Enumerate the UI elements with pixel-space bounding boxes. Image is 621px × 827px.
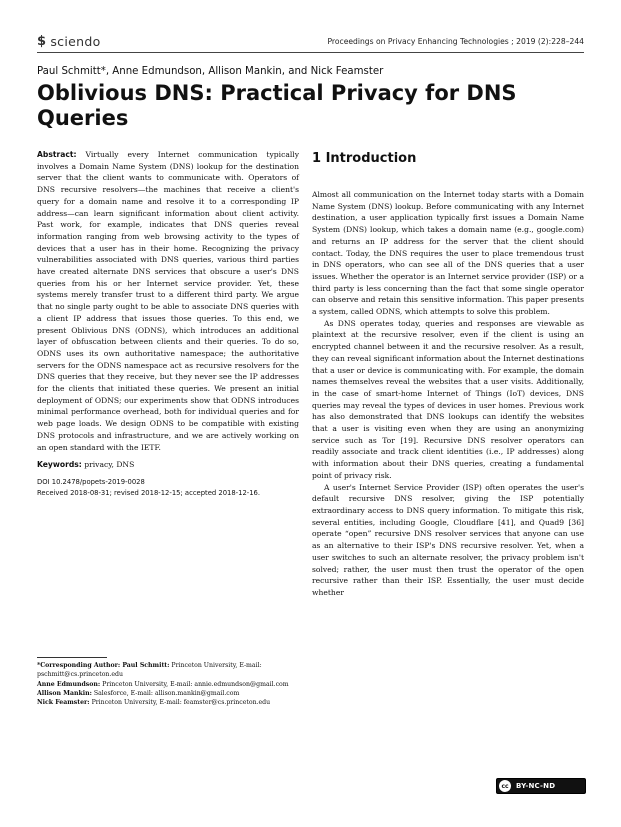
abstract-label: Abstract: <box>37 150 77 159</box>
body-paragraph: As DNS operates today, queries and responses are viewable as plaintext at the recursive resolver, even if the client is using an encrypted channel between it and the recursive resolver. As a result, they can reveal significant information about the Internet destinations that a user or device is communicating with. For example, the domain names themselves reveal the websites that a user visits. Additionally, in the case of smart-home Internet of Things (IoT) devices, DNS queries may reveal the types of devices in user homes. Previous work has also demonstrated that DNS lookups can identify the websites that a user is visiting even when they are using an anonymizing service such as Tor [19]. Recursive DNS resolver operators can readily associate and track client identities (i.e., IP addresses) along with information about their DNS queries, creating a fundamental point of privacy risk. <box>312 318 584 480</box>
body-paragraph: Almost all communication on the Internet today starts with a Domain Name System (DNS) lookup. Before communicating with any Internet destination, a user application typically first issues a Domain Name System (DNS) lookup, which takes a domain name (e.g., google.com) and returns an IP address for the server that the client should contact. Today, the DNS requires the user to place tremendous trust in DNS operators, who can see all of the DNS queries that a user issues. Whether the operator is an Internet service provider (ISP) or a third party is less concerning than the fact that some single operator can observe and retain this sensitive information. This paper presents a system, called ODNS, which attempts to solve this problem. <box>312 190 584 317</box>
keywords <box>37 459 299 471</box>
section-heading: 1 Introduction <box>312 151 417 166</box>
license-label: BY-NC-ND <box>516 782 556 790</box>
received-dates: Received 2018-08-31; revised 2018-12-15; accepted 2018-12-16. <box>37 488 261 497</box>
footnote-item <box>37 661 299 680</box>
footnote-affiliation: Princeton University, E-mail: feamster@cs.princeton.edu <box>91 699 271 707</box>
footnote-item <box>37 689 299 698</box>
body-paragraph: A user's Internet Service Provider (ISP) often operates the user's default recursive DNS resolver, giving the ISP potentially extraordinary access to DNS query information. To mitigate this risk, several entities, including Google, Cloudflare [41], and Quad9 [36] operate “open” recursive DNS resolver services that anyone can use as an alternative to their ISP's DNS recursive resolver. Yet, when a user switches to such an alternate resolver, the privacy problem isn't solved; rather, the user must then trust the operator of the open recursive rather than their ISP. Essentially, the user must decide whether <box>312 482 584 597</box>
footnote-divider <box>37 657 107 658</box>
abstract-column <box>37 149 299 499</box>
sciendo-logo-icon: $ <box>37 34 47 49</box>
doi: DOI 10.2478/popets-2019-0028 <box>37 477 145 486</box>
publisher-name: sciendo <box>50 34 101 49</box>
footnote-affiliation: Salesforce, E-mail: allison.mankin@gmail.com <box>93 689 240 697</box>
cc-license-badge[interactable] <box>496 778 586 794</box>
footnote-author: Anne Edmundson: <box>37 680 101 688</box>
journal-citation: Proceedings on Privacy Enhancing Technologies ; 2019 (2):228–244 <box>327 37 584 46</box>
footnote-item <box>37 698 299 707</box>
footnote-affiliation: Princeton University, E-mail: pschmitt@cs.princeton.edu <box>37 662 262 679</box>
paper-authors: Paul Schmitt*, Anne Edmundson, Allison Mankin, and Nick Feamster <box>37 66 384 77</box>
footnote-author: *Corresponding Author: Paul Schmitt: <box>37 662 170 669</box>
creative-commons-icon: cc <box>499 780 511 792</box>
section-body <box>312 189 584 599</box>
publisher-logo <box>37 34 101 49</box>
abstract <box>37 149 299 453</box>
footnote-affiliation: Princeton University, E-mail: annie.edmundson@gmail.com <box>102 680 289 688</box>
paper-title: Oblivious DNS: Practical Privacy for DNS Queries <box>37 81 517 130</box>
footnote-item <box>37 680 299 689</box>
header-divider <box>37 52 584 53</box>
footnote-author: Allison Mankin: <box>37 689 92 697</box>
footnote-author: Nick Feamster: <box>37 699 90 707</box>
keywords-text: privacy, DNS <box>84 460 135 470</box>
author-footnotes <box>37 661 299 707</box>
abstract-text: Virtually every Internet communication typically involves a Domain Name System (DNS) lookup for the destination server that the client wants to communicate with. Operators of DNS recursive resolvers—the machines that receive a client's query for a domain name and resolve it to a corresponding IP address—can learn significant information about client activity. Past work, for example, indicates that DNS queries reveal information ranging from web browsing activity to the types of devices that a user has in their home. Recognizing the privacy vulnerabilities associated with DNS queries, various third parties have created alternate DNS services that obscure a user's DNS queries from his or her Internet service provider. Yet, these systems merely transfer trust to a different third party. We argue that no single party ought to be able to associate DNS queries with a client IP address that issues those queries. To this end, we present Oblivious DNS (ODNS), which introduces an additional layer of obfuscation between clients and their queries. To do so, ODNS uses its own authoritative namespace; the authoritative servers for the ODNS namespace act as recursive resolvers for the DNS queries that they receive, but they never see the IP addresses for the clients that initiated these queries. We present an initial deployment of ODNS; our experiments show that ODNS introduces minimal performance overhead, both for individual queries and for web page loads. We design ODNS to be compatible with existing DNS protocols and infrastructure, and we are actively working on an open standard with the IETF. <box>37 150 299 452</box>
keywords-label: Keywords: <box>37 460 82 470</box>
body-column <box>312 149 584 599</box>
